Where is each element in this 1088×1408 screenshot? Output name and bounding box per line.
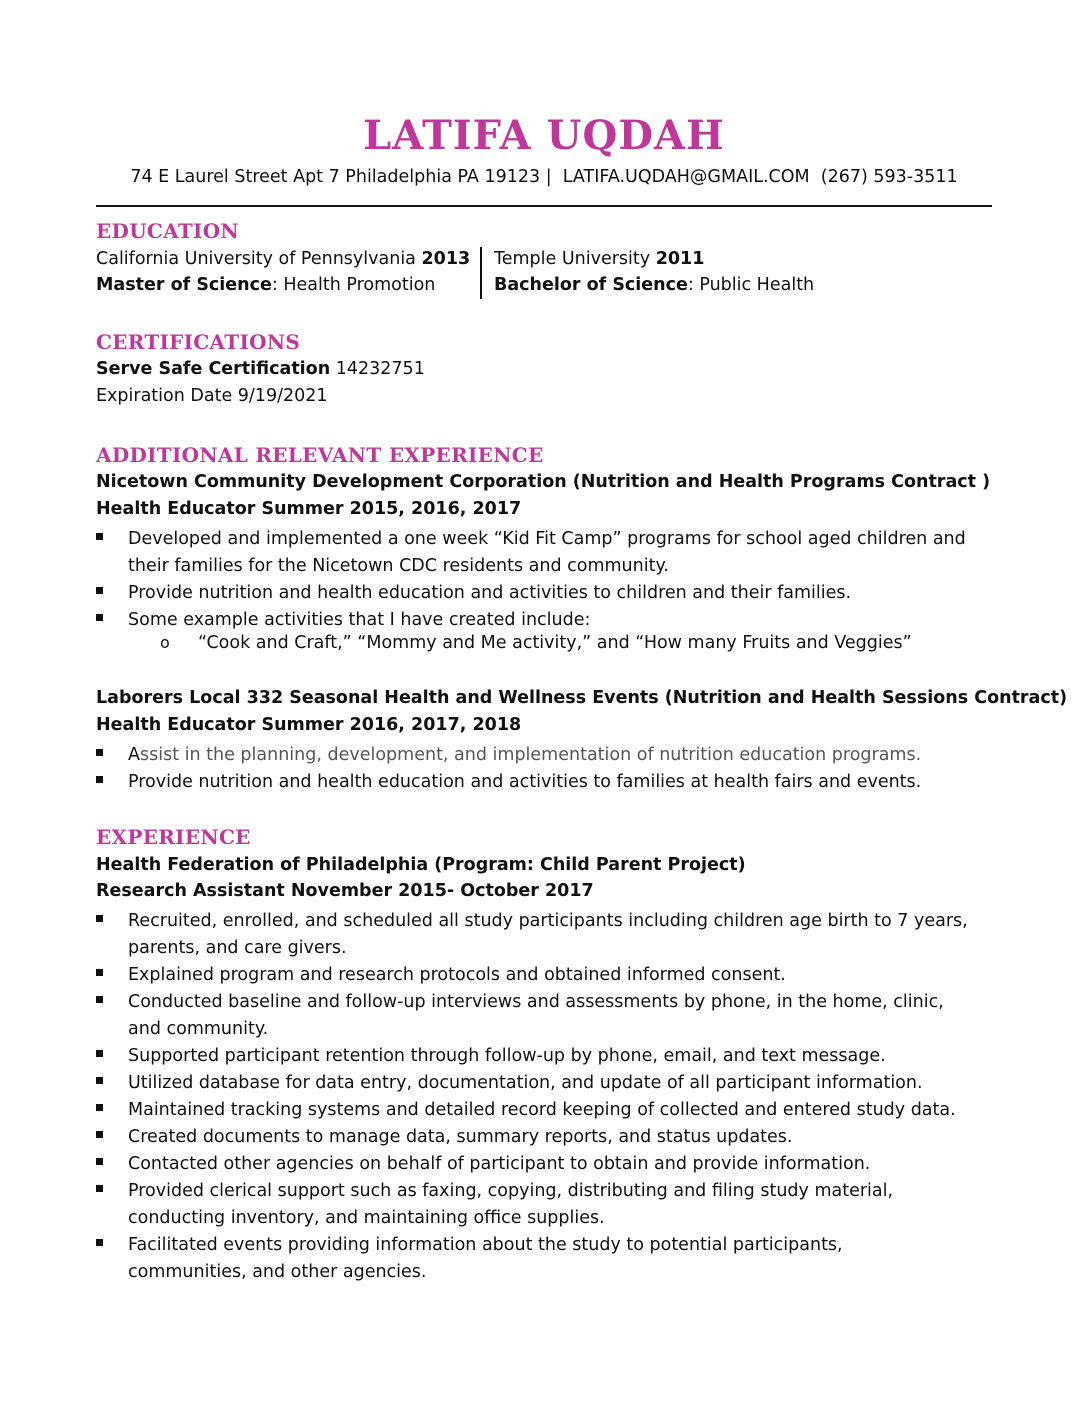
education-divider xyxy=(480,247,482,299)
education-right-degree: Bachelor of Science: Public Health xyxy=(494,275,815,295)
job1-title: Health Educator Summer 2015, 2016, 2017 xyxy=(96,499,522,519)
bullet-square-icon xyxy=(96,1131,103,1138)
certification-name: Serve Safe Certification 14232751 xyxy=(96,359,425,379)
education-left-school: California University of Pennsylvania 2013 xyxy=(96,249,471,269)
experience-heading: EXPERIENCE xyxy=(96,825,251,849)
experience-title: Research Assistant November 2015- October 2017 xyxy=(96,881,594,901)
circle-bullet-icon: o xyxy=(160,633,170,652)
job1-organization: Nicetown Community Development Corporation (Nutrition and Health Programs Contract ) xyxy=(96,472,991,492)
job2-title: Health Educator Summer 2016, 2017, 2018 xyxy=(96,715,522,735)
bullet-square-icon xyxy=(96,1077,103,1084)
bullet-square-icon xyxy=(96,749,103,756)
bullet-square-icon xyxy=(96,969,103,976)
bullet-square-icon xyxy=(96,776,103,783)
phone: (267) 593-3511 xyxy=(820,167,958,187)
job2-organization: Laborers Local 332 Seasonal Health and Wellness Events (Nutrition and Health Sessions Contract) xyxy=(96,688,1068,708)
bullet-square-icon xyxy=(96,1104,103,1111)
bullet-square-icon xyxy=(96,1239,103,1246)
bullet-square-icon xyxy=(96,587,103,594)
contact-line xyxy=(0,167,1088,187)
email: LATIFA.UQDAH@GMAIL.COM xyxy=(562,167,810,187)
additional-experience-heading: ADDITIONAL RELEVANT EXPERIENCE xyxy=(96,443,544,467)
bullet-square-icon xyxy=(96,533,103,540)
resume-name: LATIFA UQDAH xyxy=(363,112,725,159)
bullet-square-icon xyxy=(96,1158,103,1165)
experience-organization: Health Federation of Philadelphia (Program: Child Parent Project) xyxy=(96,855,746,875)
education-left-degree: Master of Science: Health Promotion xyxy=(96,275,436,295)
certification-expiration: Expiration Date 9/19/2021 xyxy=(96,386,328,406)
contact-separator: | xyxy=(545,167,552,187)
bullet-square-icon xyxy=(96,915,103,922)
certifications-heading: CERTIFICATIONS xyxy=(96,330,301,354)
education-heading: EDUCATION xyxy=(96,219,240,243)
header-divider xyxy=(96,205,992,207)
education-right-school: Temple University 2011 xyxy=(494,249,705,269)
address: 74 E Laurel Street Apt 7 Philadelphia PA 19123 xyxy=(130,167,541,187)
bullet-square-icon xyxy=(96,996,103,1003)
bullet-square-icon xyxy=(96,614,103,621)
bullet-square-icon xyxy=(96,1050,103,1057)
bullet-square-icon xyxy=(96,1185,103,1192)
